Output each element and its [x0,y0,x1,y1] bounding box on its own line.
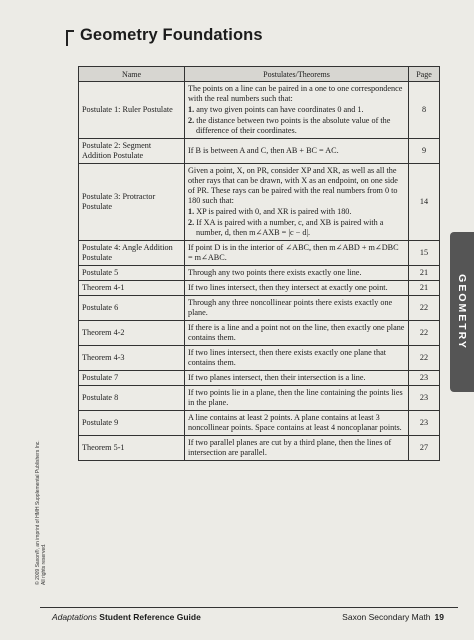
statement-text: If B is between A and C, then AB + BC = AC. [188,146,339,155]
footer-series: Adaptations [52,612,97,622]
table-row [79,346,440,371]
table-row [79,281,440,296]
row-statement [185,371,409,386]
page-number: 19 [434,612,444,622]
row-statement [185,241,409,266]
list-item-text: If XA is paired with a number, c, and XB is paired with a number, d, then m∠AXB = |c − d|. [196,218,384,237]
row-page: 27 [409,436,440,461]
row-page: 21 [409,266,440,281]
row-statement [185,139,409,164]
list-item-text: any two given points can have coordinates 0 and 1. [196,105,364,114]
row-statement [185,321,409,346]
statement-text: If point D is in the interior of ∠ABC, then m∠ABD + m∠DBC = m∠ABC. [188,243,399,262]
list-item-text: the distance between two points is the absolute value of the difference of their coordinates. [196,116,391,135]
table-row [79,386,440,411]
table-row [79,82,440,139]
row-page: 8 [409,82,440,139]
statement-text: If there is a line and a point not on the line, then exactly one plane contains them. [188,323,405,342]
table-row [79,321,440,346]
statement-text: If two lines intersect, then there exists exactly one plane that contains them. [188,348,387,367]
statement-text: If two planes intersect, then their intersection is a line. [188,373,366,382]
section-side-tab-label: GEOMETRY [456,274,468,350]
row-name: Theorem 5-1 [79,436,185,461]
table-body [79,82,440,461]
row-page: 21 [409,281,440,296]
statement-text: Through any three noncollinear points there exists exactly one plane. [188,298,393,317]
row-statement [185,386,409,411]
footer-course-name: Saxon Secondary Math [342,612,431,622]
row-page: 22 [409,346,440,371]
table-row [79,241,440,266]
list-item-number: 2. [188,218,195,227]
row-statement [185,346,409,371]
statement-text: If two points lie in a plane, then the line containing the points lies in the plane. [188,388,403,407]
row-name: Postulate 5 [79,266,185,281]
statement-text: Given a point, X, on PR, consider XP and XR, as well as all the other rays that can be drawn, with X as an endpoint, on one side of PR. These rays can be paired with the real numbers from 0 to 180 such that: [188,166,398,205]
postulates-table-container [78,66,440,461]
table-row [79,296,440,321]
table-row [79,411,440,436]
statement-text: A line contains at least 2 points. A plane contains at least 3 noncollinear points. Space contains at least 4 noncoplanar points. [188,413,402,432]
page-header [66,26,466,46]
row-page: 22 [409,321,440,346]
statement-text: If two parallel planes are cut by a third plane, then the lines of intersection are parallel. [188,438,392,457]
table-header-row [79,67,440,82]
row-statement [185,296,409,321]
row-page: 23 [409,371,440,386]
list-item-text: XP is paired with 0, and XR is paired with 180. [196,207,352,216]
row-statement [185,411,409,436]
row-name: Postulate 8 [79,386,185,411]
row-page: 9 [409,139,440,164]
row-name: Postulate 2: Segment Addition Postulate [79,139,185,164]
row-page: 23 [409,411,440,436]
row-page: 14 [409,164,440,241]
statement-text: The points on a line can be paired in a one to one correspondence with the real numbers such that: [188,84,403,103]
row-name: Theorem 4-2 [79,321,185,346]
table-row [79,371,440,386]
page-title: Geometry Foundations [80,26,263,44]
statement-list-item [188,105,405,115]
row-name: Postulate 6 [79,296,185,321]
row-page: 15 [409,241,440,266]
row-page: 23 [409,386,440,411]
table-row [79,436,440,461]
row-name: Theorem 4-1 [79,281,185,296]
row-name: Postulate 3: Protractor Postulate [79,164,185,241]
postulates-table [78,66,440,461]
row-name: Theorem 4-3 [79,346,185,371]
footer-course [342,612,444,622]
statement-text: If two lines intersect, then they intersect at exactly one point. [188,283,388,292]
column-header-name: Name [79,67,185,82]
column-header-postulates: Postulates/Theorems [185,67,409,82]
row-name: Postulate 1: Ruler Postulate [79,82,185,139]
row-statement [185,164,409,241]
header-rule-horizontal [66,30,74,32]
list-item-number: 1. [188,207,195,216]
header-rule-vertical [66,30,68,46]
row-statement [185,82,409,139]
table-row [79,164,440,241]
footer-divider [40,607,458,608]
footer-book-title [52,612,201,622]
row-page: 22 [409,296,440,321]
row-name: Postulate 9 [79,411,185,436]
table-row [79,266,440,281]
copyright-line-2: All rights reserved. [41,543,47,585]
row-name: Postulate 7 [79,371,185,386]
row-name: Postulate 4: Angle Addition Postulate [79,241,185,266]
row-statement [185,436,409,461]
table-row [79,139,440,164]
footer-guide-name: Student Reference Guide [99,612,201,622]
list-item-number: 2. [188,116,195,125]
copyright-notice [35,440,47,585]
statement-list-item [188,207,405,217]
statement-list-item [188,116,405,136]
list-item-number: 1. [188,105,195,114]
statement-list-item [188,218,405,238]
column-header-page: Page [409,67,440,82]
statement-text: Through any two points there exists exactly one line. [188,268,362,277]
row-statement [185,266,409,281]
row-statement [185,281,409,296]
copyright-line-1: © 2009 Saxon®, an imprint of HMH Supplemental Publishers Inc. [35,440,41,585]
